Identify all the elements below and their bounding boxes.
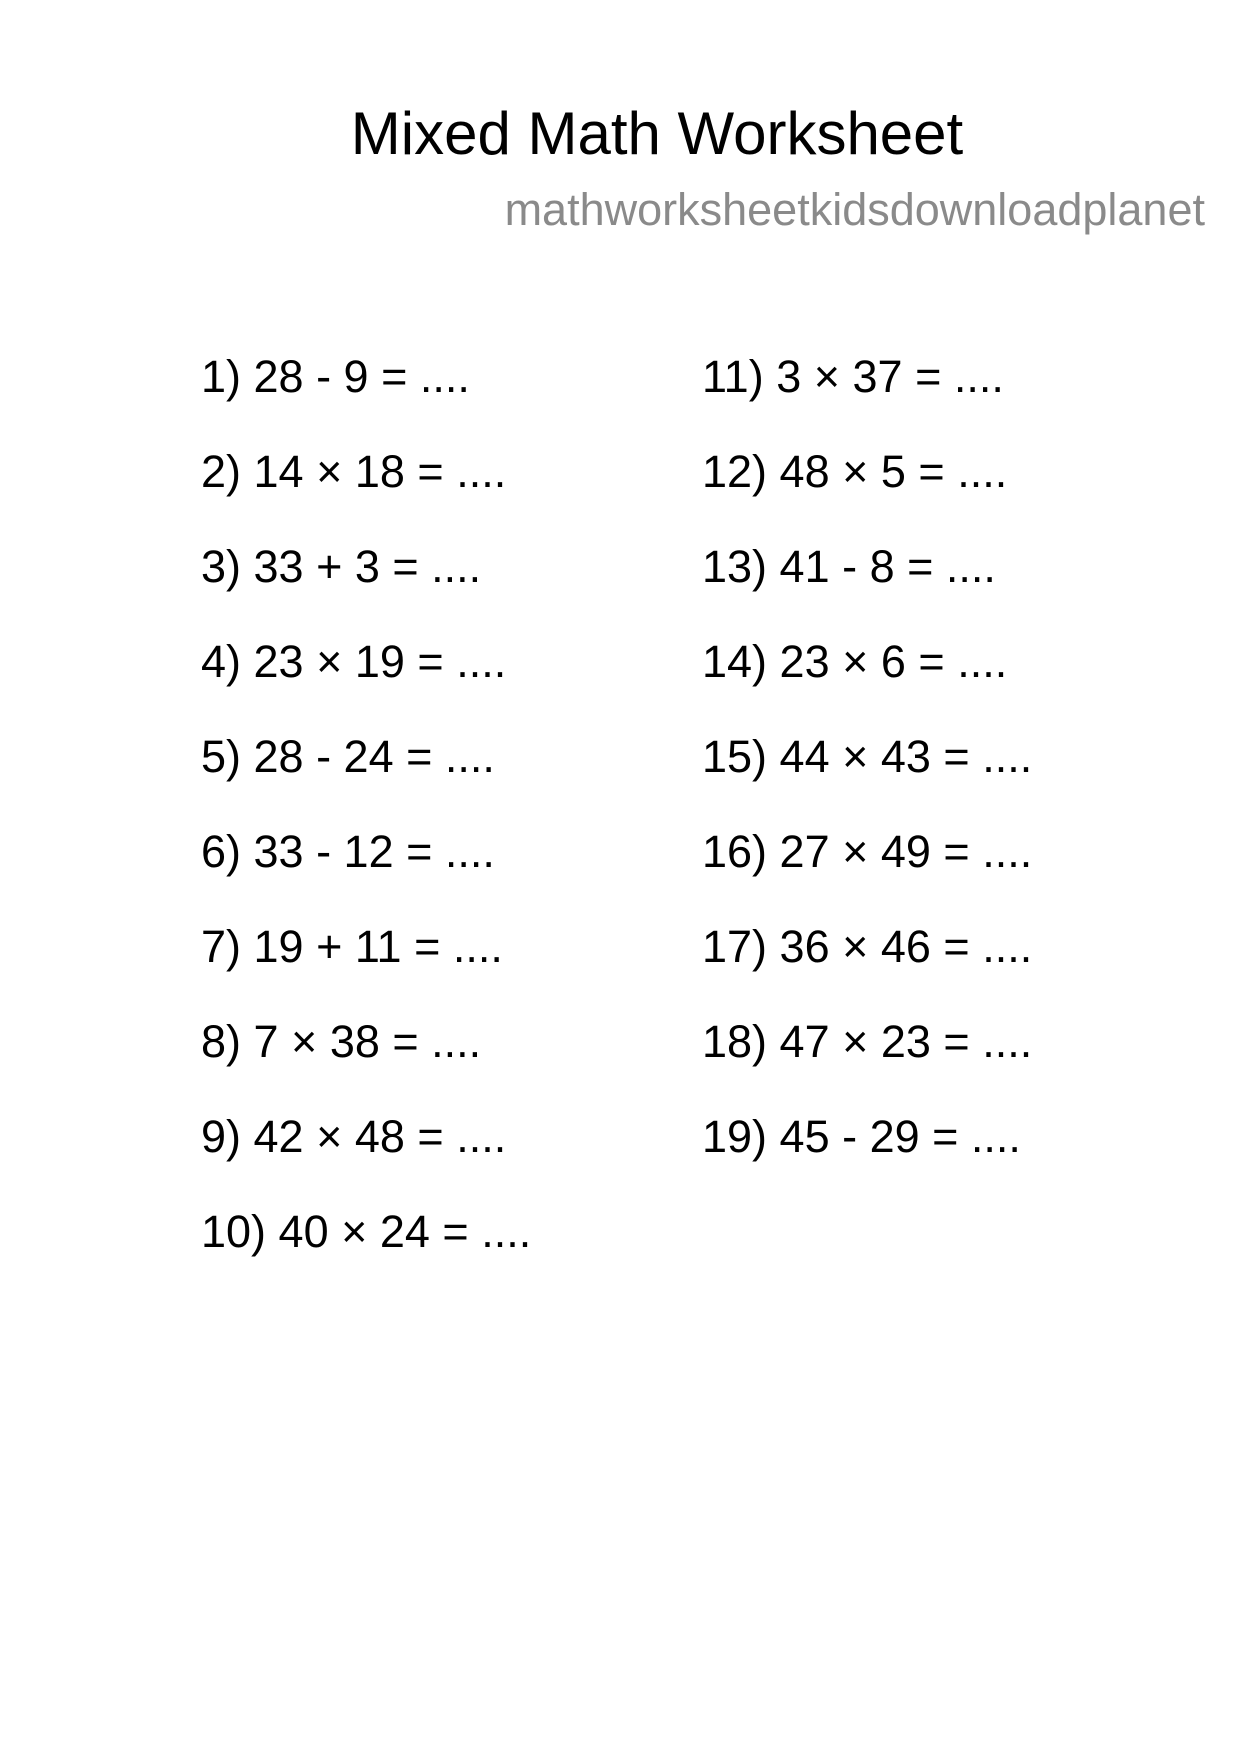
problem-11: 11) 3 × 37 = .... bbox=[702, 351, 1004, 402]
problem-3: 3) 33 + 3 = .... bbox=[201, 541, 482, 592]
problem-9: 9) 42 × 48 = .... bbox=[201, 1111, 507, 1162]
problem-14: 14) 23 × 6 = .... bbox=[702, 636, 1008, 687]
problem-15: 15) 44 × 43 = .... bbox=[702, 731, 1033, 782]
problem-1: 1) 28 - 9 = .... bbox=[201, 351, 470, 402]
problem-7: 7) 19 + 11 = .... bbox=[201, 921, 503, 972]
problem-5: 5) 28 - 24 = .... bbox=[201, 731, 495, 782]
problem-column-right bbox=[702, 350, 1032, 1205]
problem-2: 2) 14 × 18 = .... bbox=[201, 446, 507, 497]
problem-19: 19) 45 - 29 = .... bbox=[702, 1111, 1021, 1162]
problem-17: 17) 36 × 46 = .... bbox=[702, 921, 1033, 972]
problem-13: 13) 41 - 8 = .... bbox=[702, 541, 996, 592]
problem-18: 18) 47 × 23 = .... bbox=[702, 1016, 1033, 1067]
problem-16: 16) 27 × 49 = .... bbox=[702, 826, 1033, 877]
worksheet-source: mathworksheetkidsdownloadplanet bbox=[504, 184, 1205, 235]
problem-6: 6) 33 - 12 = .... bbox=[201, 826, 495, 877]
problem-4: 4) 23 × 19 = .... bbox=[201, 636, 507, 687]
problem-12: 12) 48 × 5 = .... bbox=[702, 446, 1008, 497]
problem-column-left bbox=[201, 350, 531, 1300]
worksheet-title: Mixed Math Worksheet bbox=[350, 100, 964, 167]
problem-8: 8) 7 × 38 = .... bbox=[201, 1016, 482, 1067]
problem-10: 10) 40 × 24 = .... bbox=[201, 1206, 532, 1257]
